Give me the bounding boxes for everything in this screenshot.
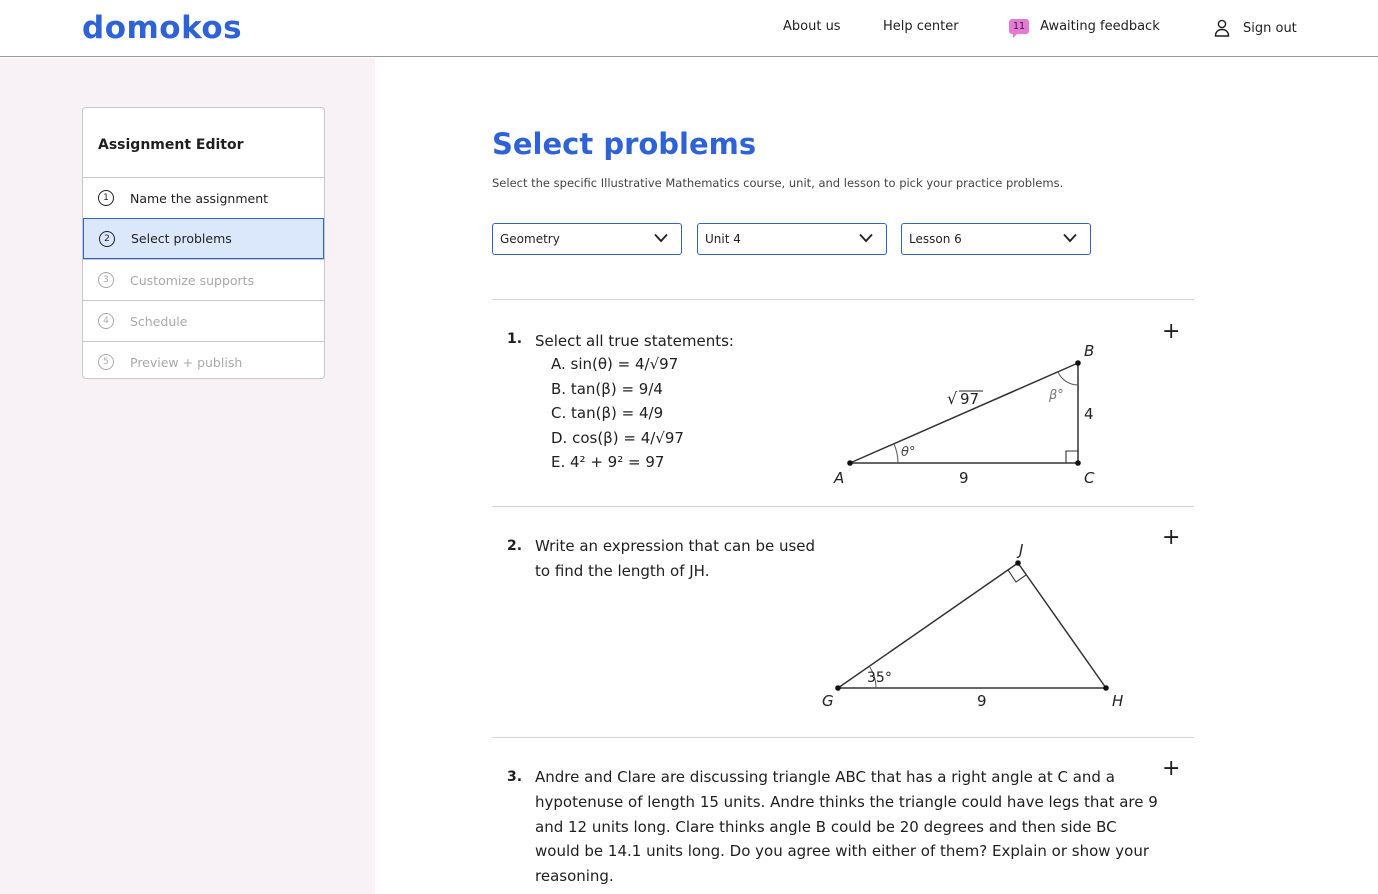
step-label: Customize supports <box>130 272 255 288</box>
step-label: Schedule <box>130 313 188 329</box>
divider <box>492 299 1194 300</box>
nav-help-center[interactable]: Help center <box>883 19 959 34</box>
answer-choice: B. tan(β) = 9/4 <box>551 380 663 398</box>
vertex-label: G <box>822 692 834 710</box>
chevron-down-icon <box>654 233 668 243</box>
vertex-label: B <box>1084 342 1095 360</box>
unit-select[interactable] <box>697 223 887 255</box>
answer-choice: A. sin(θ) = 4/√97 <box>551 355 679 373</box>
page-subtitle: Select the specific Illustrative Mathematics course, unit, and lesson to pick your practice problems. <box>492 176 1064 190</box>
add-problem-button[interactable]: + <box>1162 525 1181 550</box>
angle-label: θ° <box>901 445 916 460</box>
vertex-label: C <box>1084 469 1095 487</box>
feedback-count-badge: 11 <box>1009 19 1029 34</box>
add-problem-button[interactable]: + <box>1162 756 1181 781</box>
top-header <box>0 0 1378 57</box>
chevron-down-icon <box>859 233 873 243</box>
svg-text:√: √ <box>947 389 958 408</box>
step-label: Select problems <box>131 231 232 246</box>
add-problem-button[interactable]: + <box>1162 319 1181 344</box>
problem-text-line: reasoning. <box>535 867 614 886</box>
side-label: 9 <box>977 692 987 710</box>
step-number-icon: 1 <box>98 190 114 206</box>
problem-number: 3. <box>507 769 523 785</box>
nav-sign-out[interactable] <box>1214 19 1297 37</box>
problem-text-line: would be 14.1 units long. Do you agree with either of them? Explain or show your <box>535 842 1150 861</box>
angle-label: 35° <box>867 670 892 686</box>
problem-number: 2. <box>507 538 523 554</box>
answer-choice: C. tan(β) = 4/9 <box>551 404 664 422</box>
problem-text <box>535 765 1158 889</box>
step-number-icon: 3 <box>98 272 114 288</box>
problem-text <box>535 534 815 584</box>
problem-text-line: Write an expression that can be used <box>535 537 816 555</box>
side-label: 4 <box>1084 405 1094 423</box>
vertex-label: A <box>834 469 845 487</box>
course-select[interactable] <box>492 223 682 255</box>
angle-label: β° <box>1049 388 1064 403</box>
problem-number: 1. <box>507 331 523 347</box>
triangle-ghj-figure <box>815 535 1135 715</box>
problem-text-line: and 12 units long. Clare thinks angle B could be 20 degrees and then side BC <box>535 817 1117 836</box>
divider <box>492 737 1194 738</box>
assignment-editor-card <box>82 107 325 379</box>
problem-text-line: to find the length of JH. <box>535 561 710 580</box>
side-label: 9 <box>959 469 969 487</box>
lesson-select-value: Lesson 6 <box>909 232 962 246</box>
step-preview-publish[interactable] <box>83 341 324 379</box>
triangle-abc-figure <box>825 335 1105 495</box>
assignment-editor-title: Assignment Editor <box>98 137 244 153</box>
step-label: Name the assignment <box>130 190 269 206</box>
problem-text-line: Andre and Clare are discussing triangle ABC that has a right angle at C and a <box>535 768 1115 786</box>
nav-about-us[interactable]: About us <box>783 19 841 34</box>
step-label: Preview + publish <box>130 354 243 370</box>
vertex-label: H <box>1112 692 1124 710</box>
chevron-down-icon <box>1063 233 1077 243</box>
sign-out-label: Sign out <box>1243 20 1297 36</box>
answer-choice: E. 4² + 9² = 97 <box>551 453 665 471</box>
divider <box>492 506 1194 507</box>
step-customize-supports[interactable] <box>83 259 324 300</box>
problem-text-line: hypotenuse of length 15 units. Andre thinks the triangle could have legs that are 9 <box>535 792 1158 811</box>
user-icon <box>1214 19 1230 37</box>
step-number-icon: 5 <box>98 354 114 370</box>
step-number-icon: 2 <box>99 231 115 247</box>
step-schedule[interactable] <box>83 300 324 341</box>
unit-select-value: Unit 4 <box>705 232 741 246</box>
side-label: 97 <box>960 390 980 408</box>
step-select-problems[interactable] <box>83 218 324 259</box>
step-name-assignment[interactable] <box>83 177 324 218</box>
problem-text: Select all true statements: <box>535 332 734 350</box>
lesson-select[interactable] <box>901 223 1091 255</box>
nav-awaiting-feedback-label: Awaiting feedback <box>1040 19 1160 34</box>
nav-awaiting-feedback[interactable] <box>1009 19 1160 34</box>
step-number-icon: 4 <box>98 313 114 329</box>
logo[interactable]: domokos <box>82 10 243 46</box>
answer-choice: D. cos(β) = 4/√97 <box>551 429 684 447</box>
course-select-value: Geometry <box>500 232 560 246</box>
vertex-label: J <box>1019 541 1024 559</box>
page-title: Select problems <box>492 127 757 161</box>
